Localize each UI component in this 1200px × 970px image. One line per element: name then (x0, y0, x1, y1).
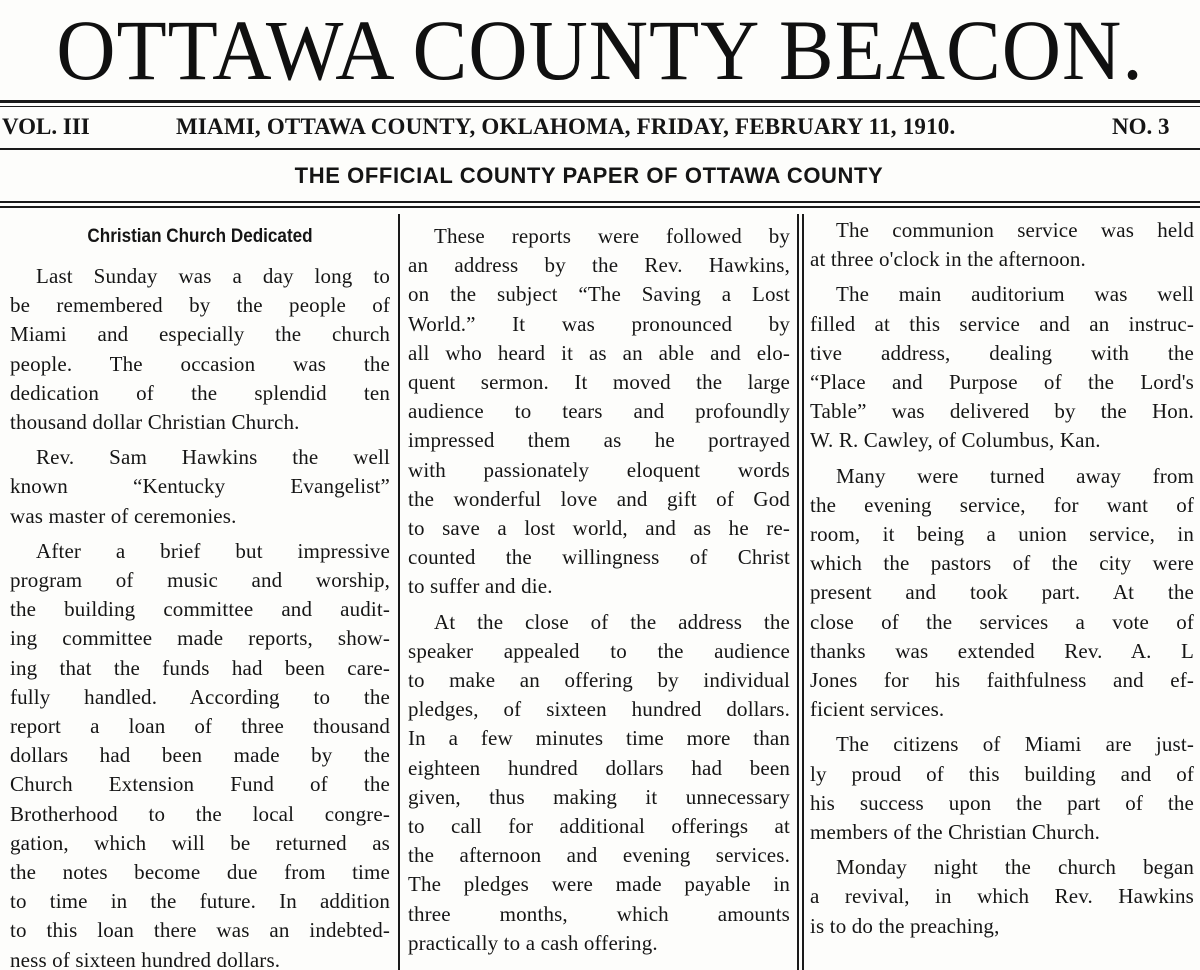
article-text-line: the notes become due from time (10, 860, 390, 885)
article-text-line: all who heard it as an able and elo- (408, 340, 790, 365)
article-text-line: audience to tears and profoundly (408, 399, 790, 424)
article-text-line: to suffer and die. (408, 574, 553, 599)
article-text-line: to save a lost world, and as he re- (408, 516, 790, 541)
article-text-line: In a few minutes time more than (408, 726, 790, 751)
article-text-line: be remembered by the people of (10, 293, 390, 318)
column-1-text (10, 262, 390, 970)
article-text-line: people. The occasion was the (10, 351, 390, 376)
article-text-line: present and took part. At the (810, 580, 1194, 605)
article-text-line: After a brief but impressive (36, 538, 390, 563)
article-text-line: Church Extension Fund of the (10, 772, 390, 797)
article-text-line: an address by the Rev. Hawkins, (408, 253, 790, 278)
article-text-line: impressed them as he portrayed (408, 428, 790, 453)
article-text-line: Brotherhood to the local congre- (10, 801, 390, 826)
article-text-line: the evening service, for want of (810, 492, 1194, 517)
article-text-line: room, it being a union service, in (810, 522, 1194, 547)
column-rule-2a (797, 214, 799, 970)
article-text-line: W. R. Cawley, of Columbus, Kan. (810, 428, 1101, 453)
volume-label: VOL. III (2, 114, 90, 139)
article-text-line: ing that the funds had been care- (10, 655, 390, 680)
article-headline: Christian Church Dedicated (87, 226, 313, 247)
article-text-line: which the pastors of the city were (810, 551, 1194, 576)
article-text-line: to time in the future. In addition (10, 889, 390, 914)
article-text-line: fully handled. According to the (10, 684, 390, 709)
article-text-line: quent sermon. It moved the large (408, 370, 790, 395)
article-text-line: ly proud of this building and of (810, 761, 1194, 786)
article-text-line: Last Sunday was a day long to (36, 264, 390, 288)
article-text-line: At the close of the address the (434, 609, 790, 634)
article-text-line: dollars had been made by the (10, 743, 390, 768)
article-text-line: Monday night the church began (836, 855, 1194, 880)
article-column-3 (810, 214, 1194, 970)
article-text-line: members of the Christian Church. (810, 820, 1100, 845)
article-text-line: a revival, in which Rev. Hawkins (810, 884, 1194, 909)
article-text-line: The main auditorium was well (836, 282, 1194, 307)
article-text-line: program of music and worship, (10, 568, 390, 593)
article-text-line: ing committee made reports, show- (10, 626, 390, 651)
article-text-line: ficient services. (810, 697, 945, 722)
article-text-line: speaker appealed to the audience (408, 638, 790, 663)
article-text-line: with passionately eloquent words (408, 457, 790, 482)
column-2-text (408, 222, 790, 958)
article-text-line: pledges, of sixteen hundred dollars. (408, 697, 790, 722)
article-text-line: The citizens of Miami are just- (836, 732, 1194, 757)
article-text-line: report a loan of three thousand (10, 714, 390, 739)
article-text-line: thousand dollar Christian Church. (10, 410, 300, 435)
article-text-line: to call for additional offerings at (408, 814, 790, 839)
article-text-line: The pledges were made payable in (408, 872, 790, 897)
article-text-line: Jones for his faithfulness and ef- (810, 668, 1194, 693)
article-text-line: Rev. Sam Hawkins the well (36, 445, 390, 470)
article-text-line: the afternoon and evening services. (408, 843, 790, 868)
article-text-line: close of the services a vote of (810, 609, 1194, 634)
article-text-line: is to do the preaching, (810, 913, 1000, 938)
article-text-line: filled at this service and an instruc- (810, 311, 1194, 336)
subtitle-rule-bottom (0, 206, 1200, 208)
article-text-line: counted the willingness of Christ (408, 545, 790, 570)
article-text-line: dedication of the splendid ten (10, 380, 390, 405)
article-text-line: practically to a cash offering. (408, 930, 658, 955)
article-column-1 (10, 214, 390, 970)
article-text-line: thanks was extended Rev. A. L (810, 638, 1194, 663)
article-column-2 (408, 214, 790, 970)
paper-subtitle: THE OFFICIAL COUNTY PAPER OF OTTAWA COUNTY (294, 163, 884, 188)
article-text-line: tive address, dealing with the (810, 340, 1194, 365)
article-text-line: on the subject “The Saving a Lost (408, 282, 790, 307)
masthead-title: OTTAWA COUNTY BEACON. (56, 2, 1144, 98)
article-text-line: the building committee and audit- (10, 597, 390, 622)
article-text-line: eighteen hundred dollars had been (408, 755, 790, 780)
article-text-line: to this loan there was an indebted- (10, 918, 390, 943)
article-text-line: ness of sixteen hundred dollars. (10, 947, 281, 970)
article-text-line: the wonderful love and gift of God (408, 486, 790, 511)
issue-number-label: NO. 3 (1112, 114, 1170, 139)
article-text-line: Many were turned away from (836, 463, 1194, 488)
article-text-line: World.” It was pronounced by (408, 311, 790, 336)
article-text-line: was master of ceremonies. (10, 503, 237, 528)
article-text-line: These reports were followed by (434, 224, 790, 248)
article-text-line: gation, which will be returned as (10, 830, 390, 855)
article-text-line: to make an offering by individual (408, 668, 790, 693)
article-text-line: Table” was delivered by the Hon. (810, 399, 1194, 424)
place-date-label: MIAMI, OTTAWA COUNTY, OKLAHOMA, FRIDAY, FEBRUARY 11, 1910. (176, 114, 956, 139)
column-3-text (810, 216, 1194, 941)
subtitle-rule-top (0, 201, 1200, 203)
article-text-line: his success upon the part of the (810, 790, 1194, 815)
article-text-line: given, thus making it unnecessary (408, 784, 790, 809)
article-text-line: “Place and Purpose of the Lord's (810, 370, 1194, 395)
article-text-line: The communion service was held (836, 218, 1194, 242)
column-rule-2b (802, 214, 804, 970)
column-rule-1 (398, 214, 400, 970)
dateline (0, 112, 1200, 142)
dateline-rule (0, 148, 1200, 150)
article-text-line: Miami and especially the church (10, 322, 390, 347)
article-text-line: at three o'clock in the afternoon. (810, 247, 1086, 272)
article-text-line: known “Kentucky Evangelist” (10, 474, 390, 499)
masthead-rule-thin (0, 106, 1200, 107)
article-text-line: three months, which amounts (408, 901, 790, 926)
masthead-rule-top (0, 100, 1200, 103)
